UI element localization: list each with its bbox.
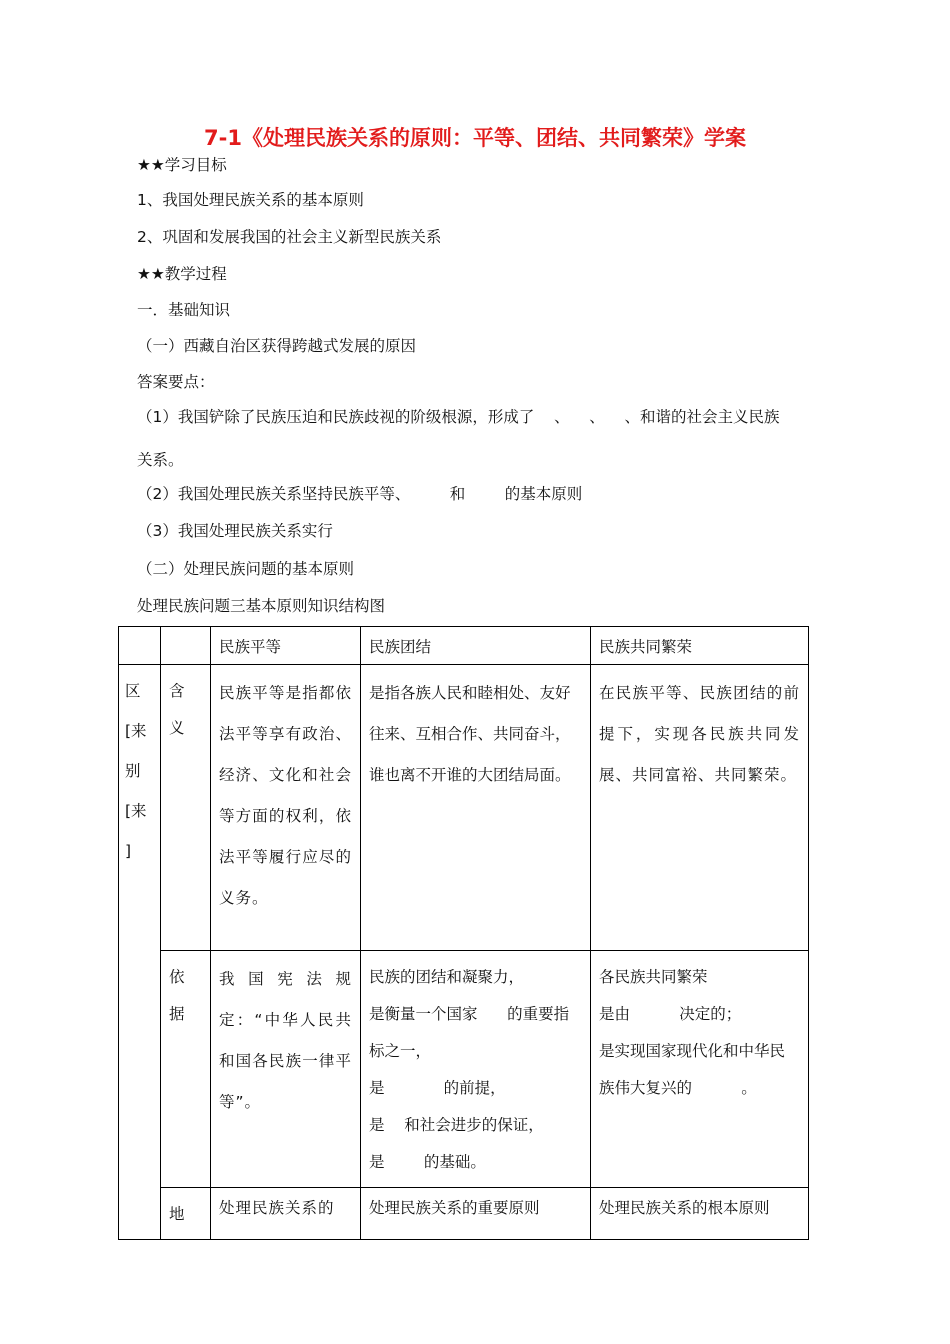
status-unity: 处理民族关系的重要原则 xyxy=(361,1188,591,1240)
subsection-principles: （二）处理民族问题的基本原则 xyxy=(137,560,355,578)
principles-table xyxy=(118,626,809,1240)
goal-heading: ★★学习目标 xyxy=(137,156,227,174)
row-label-status: 地 xyxy=(161,1188,211,1240)
header-prosperity: 民族共同繁荣 xyxy=(591,627,809,665)
basis-prosperity: 各民族共同繁荣 是由 决定的； 是实现国家现代化和中华民族伟大复兴的 。 xyxy=(591,951,809,1188)
table-row-status xyxy=(119,1188,809,1240)
row-label-basis: 依 据 xyxy=(161,951,211,1188)
answer-point-1: （1）我国铲除了民族压迫和民族歧视的阶级根源，形成了 、 、 、和谐的社会主义民族 xyxy=(137,408,780,426)
status-equality: 处理民族关系的 xyxy=(211,1188,361,1240)
document-title: 7-1《处理民族关系的原则：平等、团结、共同繁荣》学案 xyxy=(204,126,746,150)
subsection-tibet: （一）西藏自治区获得跨越式发展的原因 xyxy=(137,337,417,355)
basis-unity: 民族的团结和凝聚力， 是衡量一个国家 的重要指标之一， 是 的前提， 是 和社会进步的保证， 是 的基础。 xyxy=(361,951,591,1188)
section-heading-basics: 一．基础知识 xyxy=(137,301,231,319)
meaning-prosperity: 在民族平等、民族团结的前提下，实现各民族共同发展、共同富裕、共同繁荣。 xyxy=(591,665,809,951)
row-label-meaning: 含 义 xyxy=(161,665,211,951)
goal-item-1: 1、我国处理民族关系的基本原则 xyxy=(137,191,364,209)
row-group-label: 区 [来 别 [来 ] xyxy=(119,665,161,1240)
answer-point-2: （2）我国处理民族关系坚持民族平等、 和 的基本原则 xyxy=(137,485,583,503)
header-cell-empty-1 xyxy=(119,627,161,665)
process-heading: ★★教学过程 xyxy=(137,265,227,283)
header-cell-empty-2 xyxy=(161,627,211,665)
table-caption: 处理民族问题三基本原则知识结构图 xyxy=(137,597,386,615)
answer-point-1-cont: 关系。 xyxy=(137,451,184,469)
basis-equality: 我国宪法规定：“中华人民共和国各民族一律平等”。 xyxy=(211,951,361,1188)
answer-point-3: （3）我国处理民族关系实行 xyxy=(137,522,333,540)
header-equality: 民族平等 xyxy=(211,627,361,665)
table-row-meaning xyxy=(119,665,809,951)
table-header-row xyxy=(119,627,809,665)
meaning-equality: 民族平等是指都依法平等享有政治、经济、文化和社会等方面的权利，依法平等履行应尽的义务。 xyxy=(211,665,361,951)
table-row-basis xyxy=(119,951,809,1188)
meaning-unity: 是指各族人民和睦相处、友好往来、互相合作、共同奋斗，谁也离不开谁的大团结局面。 xyxy=(361,665,591,951)
header-unity: 民族团结 xyxy=(361,627,591,665)
goal-item-2: 2、巩固和发展我国的社会主义新型民族关系 xyxy=(137,228,442,246)
status-prosperity: 处理民族关系的根本原则 xyxy=(591,1188,809,1240)
answer-label: 答案要点： xyxy=(137,373,215,391)
